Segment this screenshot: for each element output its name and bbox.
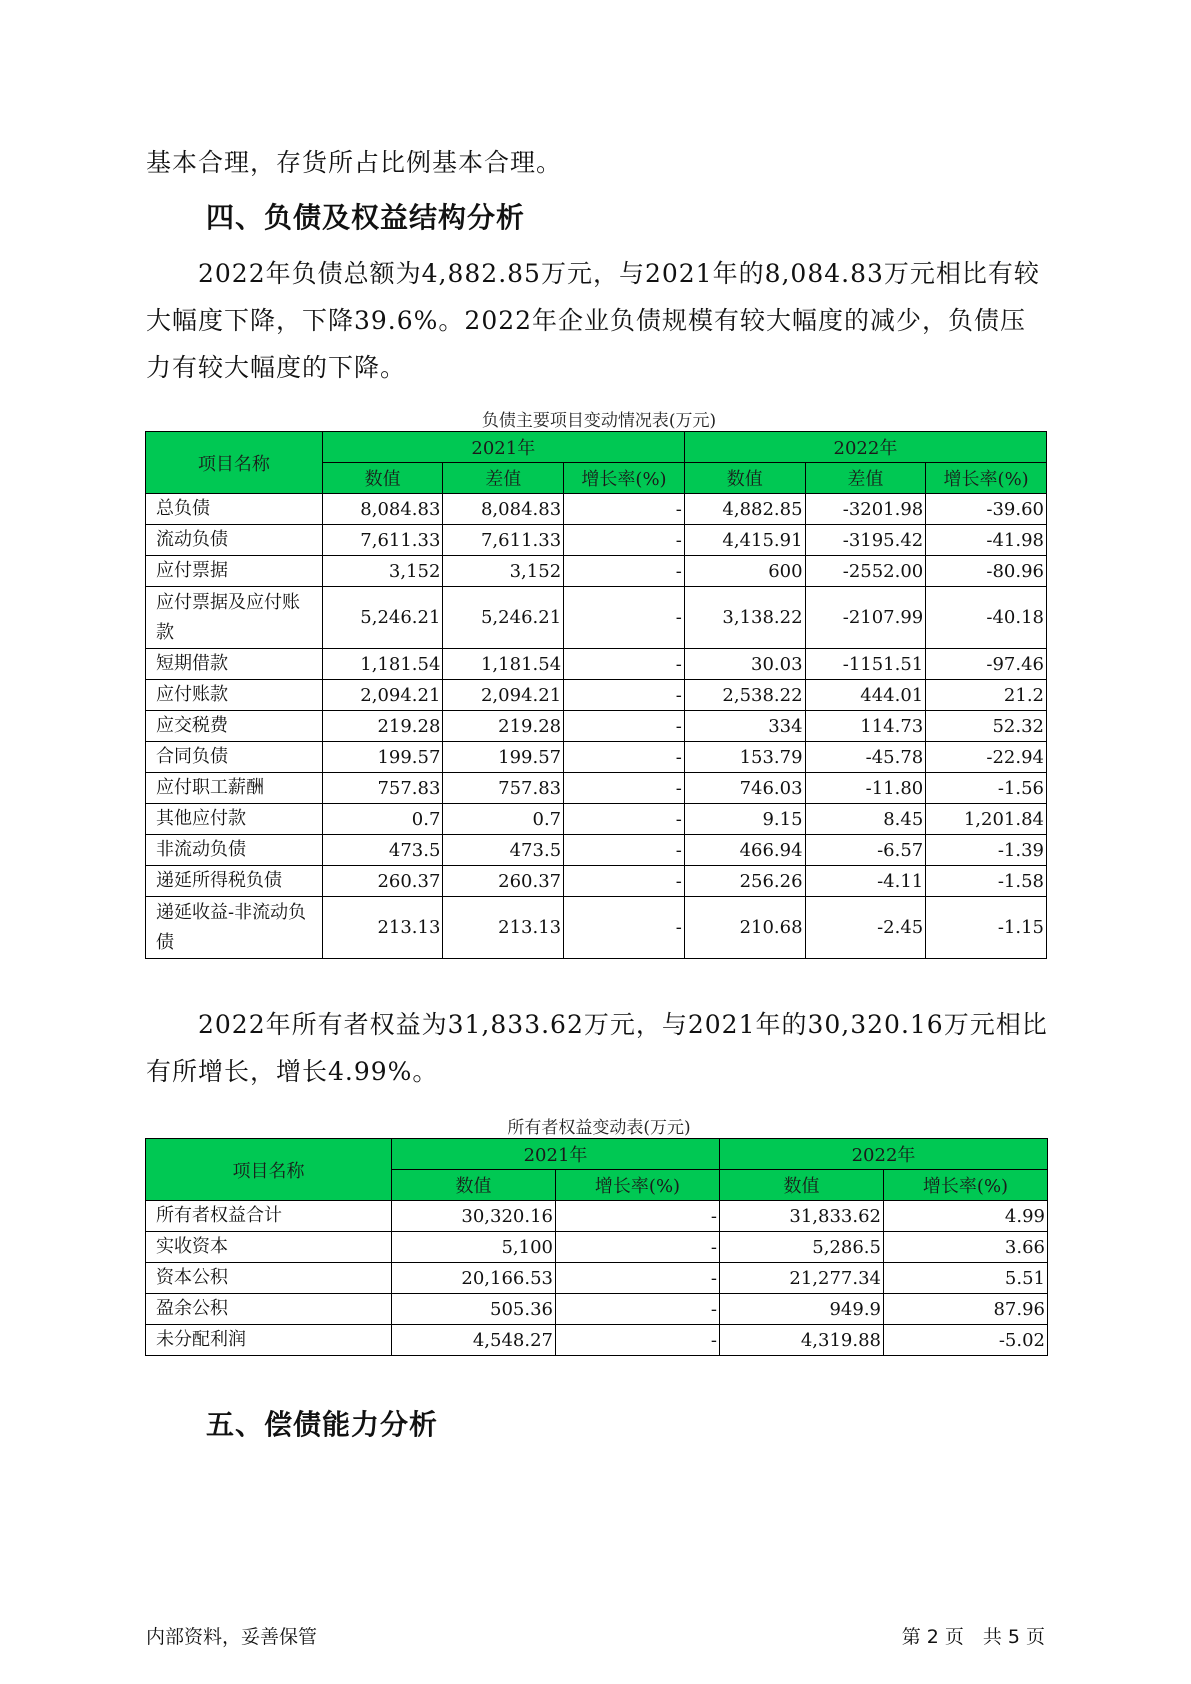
cell-g2021: - [564,525,685,556]
header-growth: 增长率(%) [926,463,1047,494]
table-row [146,556,1047,587]
header-growth: 增长率(%) [564,463,685,494]
cell-v2021: 3,152 [322,556,443,587]
liability-summary-paragraph: 2022年负债总额为4,882.85万元，与2021年的8,084.83万元相比有较大幅度下降，下降39.6%。2022年企业负债规模有较大幅度的减少，负债压力有较大幅度的下降。 [146,259,1040,382]
row-item-name: 应付账款 [146,680,323,711]
table-row [146,1325,1048,1356]
footer-page-number [902,1622,1051,1649]
cell-v2021: 0.7 [322,804,443,835]
table-row [146,680,1047,711]
cell-d2021: 0.7 [443,804,564,835]
cell-g2022: -80.96 [926,556,1047,587]
header-year-2021: 2021年 [392,1139,720,1170]
row-item-name: 短期借款 [146,649,323,680]
cell-v2022: 256.26 [684,866,805,897]
cell-d2022: -3195.42 [805,525,926,556]
equity-table [145,1138,1048,1356]
cell-d2022: -2.45 [805,897,926,959]
cell-v2022: 2,538.22 [684,680,805,711]
cell-g2021: - [564,773,685,804]
cell-d2022: 114.73 [805,711,926,742]
cell-g2022: -40.18 [926,587,1047,649]
cell-v2021: 5,246.21 [322,587,443,649]
cell-g2022: -41.98 [926,525,1047,556]
row-item-name: 总负债 [146,494,323,525]
cell-g2021: - [564,711,685,742]
header-year-2022: 2022年 [720,1139,1048,1170]
cell-g2021: - [564,742,685,773]
cell-d2022: -2552.00 [805,556,926,587]
page-mid: 页 共 [944,1626,1002,1648]
row-item-name: 应交税费 [146,711,323,742]
footer-confidential-note: 内部资料，妥善保管 [146,1626,318,1648]
cell-v2022: 30.03 [684,649,805,680]
header-value: 数值 [392,1170,556,1201]
cell-g2022: -1.56 [926,773,1047,804]
cell-g2022: 4.99 [884,1201,1048,1232]
header-diff: 差值 [443,463,564,494]
cell-g2021: - [556,1232,720,1263]
cell-v2022: 4,882.85 [684,494,805,525]
table-row [146,1294,1048,1325]
cell-d2022: 8.45 [805,804,926,835]
row-item-name: 盈余公积 [146,1294,392,1325]
cell-d2021: 199.57 [443,742,564,773]
page-current: 2 [926,1626,939,1648]
cell-v2021: 8,084.83 [322,494,443,525]
cell-g2022: 5.51 [884,1263,1048,1294]
table-row [146,649,1047,680]
cell-g2021: - [556,1263,720,1294]
liability-table-caption: 负债主要项目变动情况表(万元) [481,411,717,431]
cell-g2022: -97.46 [926,649,1047,680]
row-item-name: 实收资本 [146,1232,392,1263]
cell-d2021: 213.13 [443,897,564,959]
cell-d2021: 7,611.33 [443,525,564,556]
page-suffix: 页 [1025,1626,1045,1648]
cell-d2021: 757.83 [443,773,564,804]
cell-d2022: -11.80 [805,773,926,804]
cell-d2022: 444.01 [805,680,926,711]
page-total: 5 [1007,1626,1020,1648]
cell-v2021: 473.5 [322,835,443,866]
cell-g2022: 87.96 [884,1294,1048,1325]
section-5-heading: 五、偿债能力分析 [206,1408,439,1441]
cell-g2022: 21.2 [926,680,1047,711]
row-item-name: 所有者权益合计 [146,1201,392,1232]
row-item-name: 合同负债 [146,742,323,773]
cell-v2022: 9.15 [684,804,805,835]
cell-g2021: - [564,680,685,711]
cell-d2021: 3,152 [443,556,564,587]
header-year-2021: 2021年 [322,432,684,463]
cell-g2021: - [564,835,685,866]
intro-tail-text: 基本合理，存货所占比例基本合理。 [146,148,563,177]
cell-v2021: 7,611.33 [322,525,443,556]
header-item-name: 项目名称 [146,1139,392,1201]
table-row [146,587,1047,649]
cell-d2021: 260.37 [443,866,564,897]
cell-v2022: 210.68 [684,897,805,959]
table-row [146,1201,1048,1232]
cell-v2021: 199.57 [322,742,443,773]
row-item-name: 递延所得税负债 [146,866,323,897]
cell-d2022: -45.78 [805,742,926,773]
cell-v2021: 2,094.21 [322,680,443,711]
equity-summary-paragraph: 2022年所有者权益为31,833.62万元，与2021年的30,320.16万元相比有所增长，增长4.99%。 [146,1010,1048,1086]
cell-g2021: - [564,649,685,680]
cell-g2021: - [556,1201,720,1232]
cell-v2022: 5,286.5 [720,1232,884,1263]
cell-g2021: - [564,587,685,649]
row-item-name: 应付票据及应付账款 [146,587,323,649]
table-row [146,494,1047,525]
row-item-name: 应付票据 [146,556,323,587]
cell-g2022: -39.60 [926,494,1047,525]
header-value: 数值 [684,463,805,494]
cell-d2022: -6.57 [805,835,926,866]
table-row [146,835,1047,866]
cell-g2022: -1.15 [926,897,1047,959]
cell-v2021: 5,100 [392,1232,556,1263]
equity-table-caption: 所有者权益变动表(万元) [507,1118,691,1138]
cell-d2021: 5,246.21 [443,587,564,649]
cell-v2022: 21,277.34 [720,1263,884,1294]
table-row [146,711,1047,742]
cell-g2022: -1.58 [926,866,1047,897]
cell-v2022: 153.79 [684,742,805,773]
cell-d2022: -2107.99 [805,587,926,649]
cell-d2021: 8,084.83 [443,494,564,525]
cell-v2021: 4,548.27 [392,1325,556,1356]
row-item-name: 未分配利润 [146,1325,392,1356]
table-row [146,1263,1048,1294]
cell-d2021: 473.5 [443,835,564,866]
table-row [146,866,1047,897]
cell-v2022: 4,415.91 [684,525,805,556]
cell-v2022: 600 [684,556,805,587]
cell-g2021: - [564,866,685,897]
page-prefix: 第 [901,1626,921,1648]
cell-g2022: -5.02 [884,1325,1048,1356]
header-diff: 差值 [805,463,926,494]
header-item-name: 项目名称 [146,432,323,494]
cell-g2021: - [564,494,685,525]
header-value: 数值 [720,1170,884,1201]
cell-d2022: -3201.98 [805,494,926,525]
cell-g2022: -1.39 [926,835,1047,866]
row-item-name: 递延收益-非流动负债 [146,897,323,959]
header-year-2022: 2022年 [684,432,1046,463]
cell-v2022: 31,833.62 [720,1201,884,1232]
table-row [146,804,1047,835]
cell-v2021: 30,320.16 [392,1201,556,1232]
cell-d2021: 2,094.21 [443,680,564,711]
table-row [146,525,1047,556]
table-row [146,897,1047,959]
cell-d2021: 219.28 [443,711,564,742]
cell-v2022: 466.94 [684,835,805,866]
cell-d2021: 1,181.54 [443,649,564,680]
row-item-name: 流动负债 [146,525,323,556]
cell-v2021: 213.13 [322,897,443,959]
cell-g2022: 3.66 [884,1232,1048,1263]
equity-table-body [146,1201,1048,1356]
cell-v2021: 505.36 [392,1294,556,1325]
liability-table-body [146,494,1047,959]
table-row [146,773,1047,804]
cell-g2021: - [564,897,685,959]
cell-v2022: 3,138.22 [684,587,805,649]
row-item-name: 应付职工薪酬 [146,773,323,804]
row-item-name: 其他应付款 [146,804,323,835]
cell-v2021: 219.28 [322,711,443,742]
cell-d2022: -1151.51 [805,649,926,680]
header-value: 数值 [322,463,443,494]
cell-v2021: 757.83 [322,773,443,804]
cell-g2021: - [556,1294,720,1325]
section-4-heading: 四、负债及权益结构分析 [206,201,526,234]
header-growth: 增长率(%) [884,1170,1048,1201]
cell-g2022: 52.32 [926,711,1047,742]
cell-v2021: 1,181.54 [322,649,443,680]
cell-g2021: - [564,556,685,587]
cell-v2021: 20,166.53 [392,1263,556,1294]
row-item-name: 资本公积 [146,1263,392,1294]
row-item-name: 非流动负债 [146,835,323,866]
cell-g2021: - [556,1325,720,1356]
cell-v2022: 4,319.88 [720,1325,884,1356]
cell-v2022: 949.9 [720,1294,884,1325]
cell-v2022: 334 [684,711,805,742]
cell-v2022: 746.03 [684,773,805,804]
cell-d2022: -4.11 [805,866,926,897]
cell-g2022: -22.94 [926,742,1047,773]
cell-g2022: 1,201.84 [926,804,1047,835]
table-row [146,1232,1048,1263]
table-row [146,742,1047,773]
cell-g2021: - [564,804,685,835]
header-growth: 增长率(%) [556,1170,720,1201]
cell-v2021: 260.37 [322,866,443,897]
liability-table [145,431,1047,959]
